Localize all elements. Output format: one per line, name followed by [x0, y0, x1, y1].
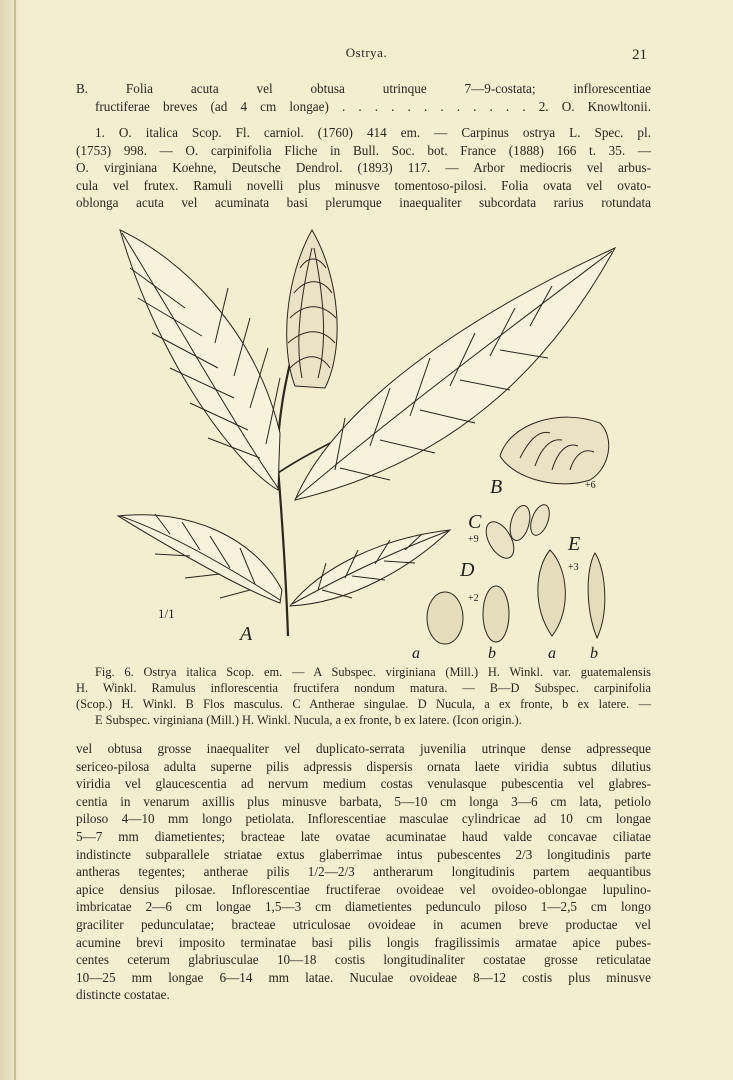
caption-line: Fig. 6. Ostrya italica Scop. em. — A Subspec. virginiana (Mill.) H. Winkl. var. guatemalensis	[95, 665, 651, 679]
figure-scale-e: +3	[568, 562, 579, 573]
figure-label-c: C	[468, 511, 482, 533]
caption-line: E Subspec. virginiana (Mill.) H. Winkl. Nucula, a ex fronte, b ex latere. (Icon origin.).	[95, 713, 522, 727]
body-line: apice densius pilosae. Inflorescentiae fructiferae ovoideae vel ovoideo-oblongae lupulino-	[76, 881, 651, 897]
anthers-c	[480, 502, 553, 563]
figure-scale-a: 1/1	[158, 606, 175, 621]
body-line: antheras tegentes; antherae pilis 1/2—2/3 antherarum longitudinis partem aequantibus	[76, 864, 651, 880]
figure-scale-d: +2	[468, 593, 479, 604]
leaf-lower-left	[118, 515, 282, 603]
caption-line: (Scop.) H. Winkl. B Flos masculus. C Antherae singulae. D Nucula, a ex fronte, b ex latere. —	[76, 697, 651, 711]
figure-label-e-b: b	[590, 645, 598, 662]
figure-label-e: E	[568, 533, 581, 555]
caption-line: H. Winkl. Ramulus inflorescentia fructifera nondum matura. — B—D Subspec. carpinifolia	[76, 681, 651, 695]
key-line: B. Folia acuta vel obtusa utrinque 7—9-costata; inflorescentiae	[76, 81, 651, 96]
page-number: 21	[632, 47, 647, 63]
body-line: 5—7 mm diametientes; bracteae late ovatae acuminatae haud valde concavae ciliatae	[76, 828, 651, 844]
nutlet-e-a	[538, 550, 565, 636]
body-line: indistincte subparallele striatae extus glaberrimae intus pubescentes 2/3 longitudinis parte	[76, 846, 651, 862]
key-line: fructiferae breves (ad 4 cm longae) . . . . . . . . . . . . 2. O. Knowltonii.	[95, 98, 651, 114]
leaf-lower-right	[290, 530, 450, 606]
species-line: (1753) 998. — O. carpinifolia Fliche in Bull. Soc. bot. France (1888) 166 t. 35. —	[76, 142, 651, 158]
body-line: centia in venarum axillis plus minusve barbata, 5—10 cm longa 3—6 cm lata, petiolo	[76, 793, 651, 809]
species-line: cula vel frutex. Ramuli novelli plus minusve tomentoso-pilosi. Folia ovata vel ovato-	[76, 177, 651, 193]
body-line: graciliter pedunculatae; bracteae utriculosae ovoideae in acumen breve productae vel	[76, 916, 651, 932]
body-line: acumine brevi imposito terminatae basi pilis longis fragilissimis armatae apice pubes-	[76, 934, 651, 950]
figure-label-e-a: a	[548, 645, 556, 662]
figure-caption	[76, 664, 651, 728]
figure-label-a: A	[240, 623, 253, 645]
body-line: vel obtusa grosse inaequaliter vel duplicato-serrata juvenilia utrinque dense adpresseque	[76, 741, 651, 756]
key-entry-b	[76, 80, 651, 115]
fruiting-catkin	[287, 230, 337, 388]
species-line: oblonga acuta vel acuminata basi plerumque inaequaliter subcordata rarius rotundata	[76, 195, 651, 211]
figure-label-d: D	[460, 559, 475, 581]
figure-scale-b: +6	[585, 480, 596, 491]
body-description	[76, 740, 651, 1004]
body-line: 10—25 mm longae 6—14 mm latae. Nuculae ovoideae 8—12 costis plus minusve	[76, 969, 651, 985]
body-line: distincte costatae.	[76, 987, 170, 1003]
running-header: Ostrya.	[345, 45, 388, 60]
figure-scale-c: +9	[468, 534, 479, 545]
page-edge	[0, 0, 22, 1080]
figure-label-b: B	[490, 476, 503, 498]
nutlet-d-a	[427, 592, 463, 644]
male-flower-b	[500, 417, 609, 484]
body-line: imbricatae 2—6 cm longae 1,5—3 cm diametientes pedunculo piloso 1—2,5 cm longo	[76, 899, 651, 915]
body-line: viridia vel glaucescentia ad nervum medium costas venulasque pubescentia vel glabres-	[76, 776, 651, 792]
nutlet-d-b	[483, 586, 509, 642]
body-line: piloso 4—10 mm longo petiolata. Inflorescentiae masculae cylindricae ad 10 cm longae	[76, 811, 651, 827]
nutlet-e-b	[588, 553, 605, 638]
binding-line	[14, 0, 16, 1080]
body-line: sericeo-pilosa adulta superne pilis adpressis dispersis ornata laete viridia subtus dilutius	[76, 758, 651, 774]
figure-label-d-a: a	[412, 645, 420, 662]
species-line: 1. O. italica Scop. Fl. carniol. (1760) 414 em. — Carpinus ostrya L. Spec. pl.	[95, 125, 651, 140]
body-line: centes ceterum glabriusculae 10—18 costis longitudinaliter costatae grosse reticulatae	[76, 952, 651, 968]
species-entry	[76, 124, 651, 212]
figure-label-d-b: b	[488, 645, 496, 662]
botanical-illustration	[90, 218, 650, 663]
species-line: O. virginiana Koehne, Deutsche Dendrol. (1893) 117. — Arbor mediocris vel arbus-	[76, 160, 651, 176]
